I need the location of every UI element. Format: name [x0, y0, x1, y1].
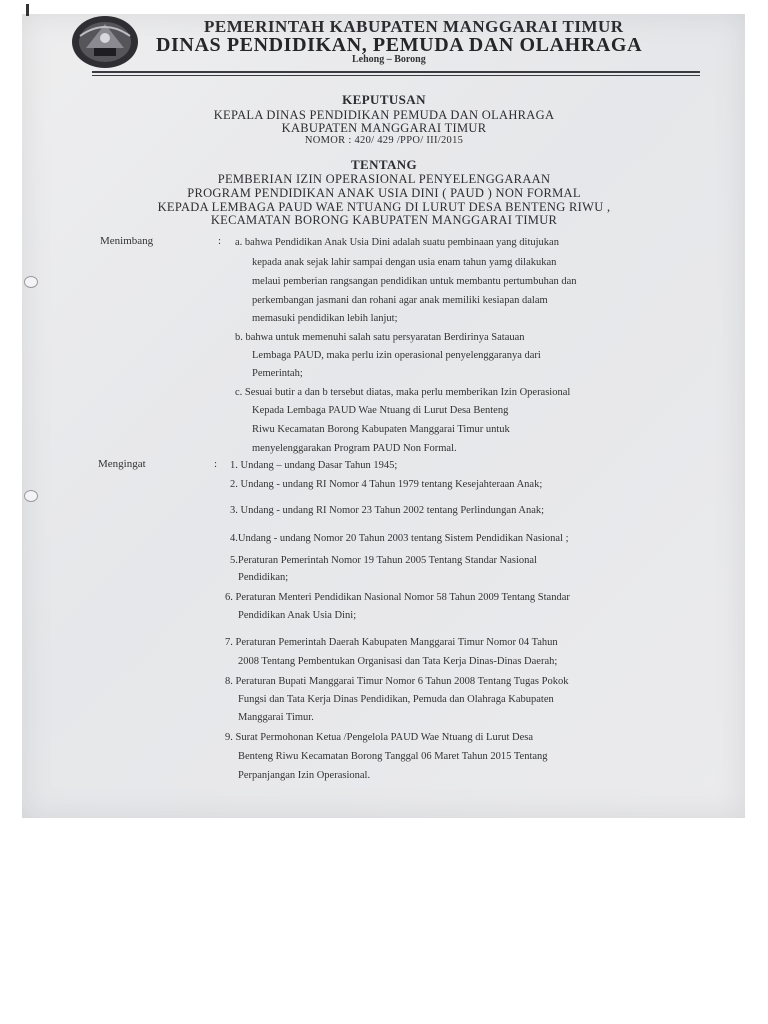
mengingat-line: Benteng Riwu Kecamatan Borong Tanggal 06 Maret Tahun 2015 Tentang: [238, 751, 548, 762]
mengingat-line: 8. Peraturan Bupati Manggarai Timur Nomor 6 Tahun 2008 Tentang Tugas Pokok: [225, 676, 569, 687]
about-line: PROGRAM PENDIDIKAN ANAK USIA DINI ( PAUD ) NON FORMAL: [187, 186, 581, 200]
header-rule: [92, 75, 700, 76]
regency-seal-icon: [70, 14, 140, 70]
menimbang-line: memasuki pendidikan lebih lanjut;: [252, 313, 398, 324]
letterhead: [70, 14, 720, 76]
mengingat-line: 6. Peraturan Menteri Pendidikan Nasional Nomor 58 Tahun 2009 Tentang Standar: [225, 592, 570, 603]
decree-number: NOMOR : 420/ 429 /PPO/ III/2015: [304, 135, 464, 146]
about-line: KECAMATAN BORONG KABUPATEN MANGGARAI TIMUR: [210, 213, 558, 227]
decree-title: KEPUTUSAN: [342, 92, 426, 107]
punch-hole: [24, 490, 38, 502]
menimbang-line: Pemerintah;: [252, 368, 303, 379]
header-rule: [92, 71, 700, 73]
mengingat-label: Mengingat: [98, 458, 146, 470]
mengingat-line: 2. Undang - undang RI Nomor 4 Tahun 1979 tentang Kesejahteraan Anak;: [230, 479, 543, 490]
about-line: KEPADA LEMBAGA PAUD WAE NTUANG DI LURUT DESA BENTENG RIWU ,: [157, 200, 611, 214]
menimbang-label: Menimbang: [100, 235, 154, 247]
menimbang-line: b. bahwa untuk memenuhi salah satu persyaratan Berdirinya Satauan: [235, 332, 525, 343]
menimbang-line: c. Sesuai butir a dan b tersebut diatas, maka perlu memberikan Izin Operasional: [235, 387, 571, 398]
mengingat-line: 9. Surat Permohonan Ketua /Pengelola PAUD Wae Ntuang di Lurut Desa: [225, 732, 533, 743]
menimbang-line: kepada anak sejak lahir sampai dengan usia enam tahun yamg dilakukan: [252, 257, 557, 268]
mengingat-line: Fungsi dan Tata Kerja Dinas Pendidikan, Pemuda dan Olahraga Kabupaten: [238, 694, 554, 705]
mengingat-line: 5.Peraturan Pemerintah Nomor 19 Tahun 2005 Tentang Standar Nasional: [230, 555, 537, 566]
decree-issuer-line2: KABUPATEN MANGGARAI TIMUR: [281, 121, 487, 135]
about-line: PEMBERIAN IZIN OPERASIONAL PENYELENGGARAAN: [217, 172, 551, 186]
punch-hole: [24, 276, 38, 288]
menimbang-line: melaui pemberian rangsangan pendidikan untuk membantu pertumbuhan dan: [252, 276, 577, 287]
mengingat-line: 1. Undang – undang Dasar Tahun 1945;: [230, 460, 398, 471]
mengingat-colon: :: [214, 458, 218, 470]
mengingat-line: 4.Undang - undang Nomor 20 Tahun 2003 tentang Sistem Pendidikan Nasional ;: [230, 533, 569, 544]
mengingat-line: 7. Peraturan Pemerintah Daerah Kabupaten Manggarai Timur Nomor 04 Tahun: [225, 637, 558, 648]
menimbang-line: perkembangan jasmani dan rohani agar anak memiliki kesiapan dalam: [252, 295, 548, 306]
menimbang-line: Lembaga PAUD, maka perlu izin operasional penyelenggaranya dari: [252, 350, 541, 361]
mengingat-line: Pendidikan Anak Usia Dini;: [238, 610, 357, 621]
mengingat-line: 3. Undang - undang RI Nomor 23 Tahun 2002 tentang Perlindungan Anak;: [230, 505, 545, 516]
menimbang-line: a. bahwa Pendidikan Anak Usia Dini adalah suatu pembinaan yang ditujukan: [235, 237, 559, 248]
menimbang-line: Riwu Kecamatan Borong Kabupaten Manggarai Timur untuk: [252, 424, 510, 435]
menimbang-line: menyelenggarakan Program PAUD Non Formal.: [252, 443, 457, 454]
letterhead-address: Lehong – Borong: [352, 54, 426, 65]
about-label: TENTANG: [350, 157, 418, 172]
mengingat-line: 2008 Tentang Pembentukan Organisasi dan Tata Kerja Dinas-Dinas Daerah;: [238, 656, 558, 667]
menimbang-line: Kepada Lembaga PAUD Wae Ntuang di Lurut Desa Benteng: [252, 405, 509, 416]
mengingat-line: Pendidikan;: [238, 572, 289, 583]
menimbang-colon: :: [218, 235, 222, 247]
letterhead-line1: PEMERINTAH KABUPATEN MANGGARAI TIMUR: [204, 17, 624, 36]
letterhead-line2: DINAS PENDIDIKAN, PEMUDA DAN OLAHRAGA: [156, 34, 643, 56]
edge-mark: [26, 4, 29, 16]
mengingat-line: Manggarai Timur.: [238, 712, 314, 723]
decree-issuer-line1: KEPALA DINAS PENDIDIKAN PEMUDA DAN OLAHRAGA: [213, 108, 555, 122]
mengingat-line: Perpanjangan Izin Operasional.: [238, 770, 371, 781]
